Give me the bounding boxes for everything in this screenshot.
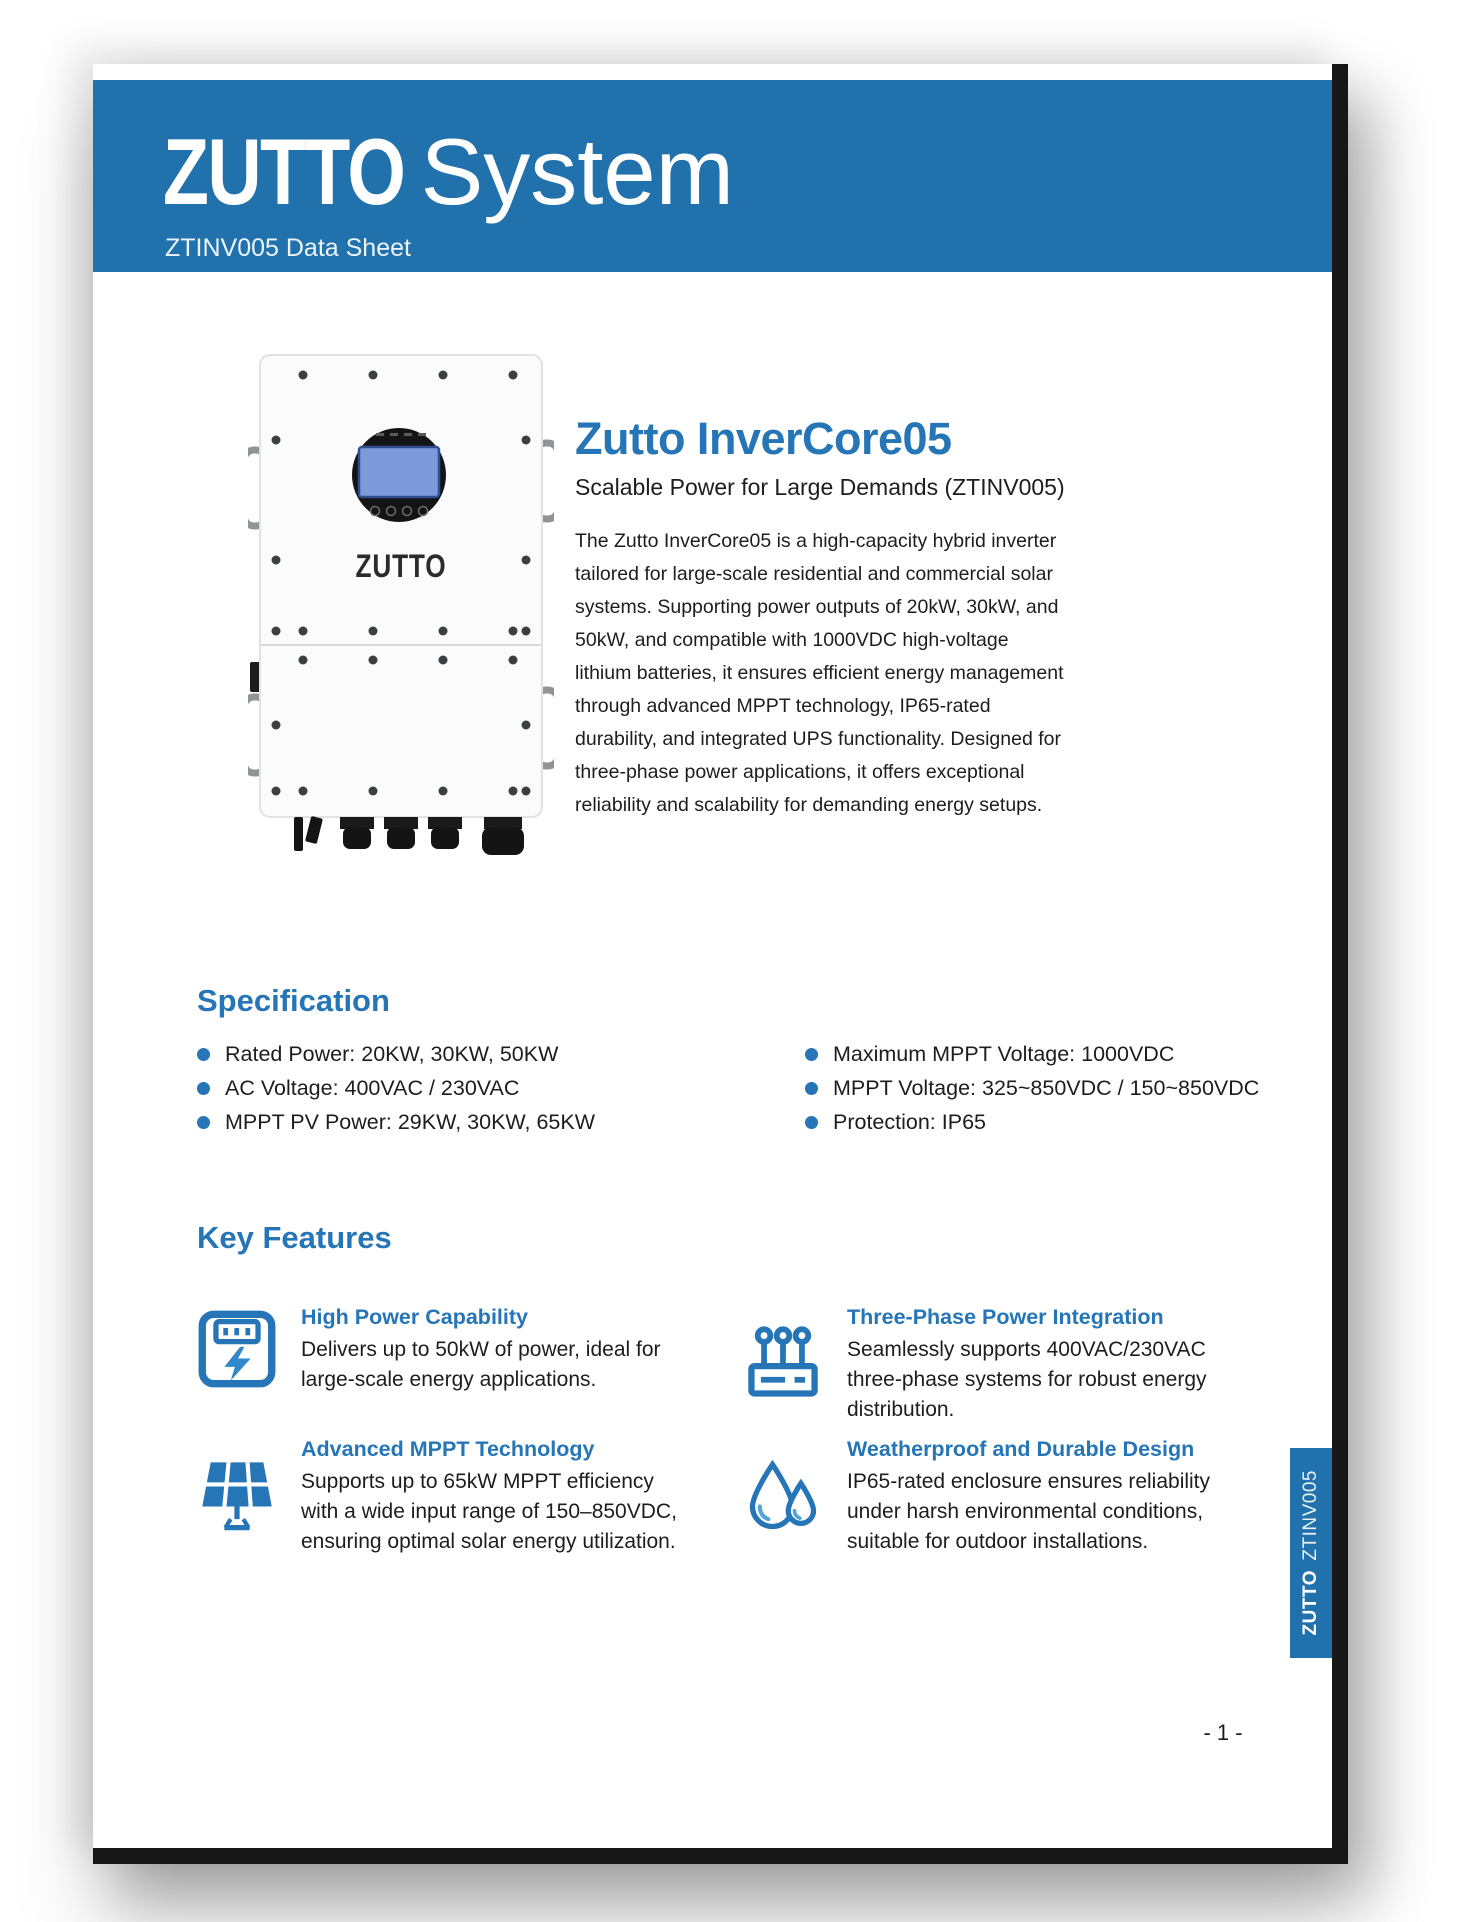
bullet-dot — [805, 1116, 818, 1129]
brand-suffix: System — [420, 119, 734, 224]
specification-section — [197, 983, 1277, 1139]
inverter-body — [260, 355, 542, 817]
side-tab-brand: ZUTTO — [1300, 1570, 1321, 1636]
bullet-dot — [197, 1116, 210, 1129]
feature-text — [301, 1435, 686, 1557]
feature-text — [847, 1435, 1222, 1557]
psu-lightning-icon — [197, 1303, 277, 1395]
spec-item — [197, 1105, 805, 1139]
spec-item — [197, 1037, 805, 1071]
spec-item-text: AC Voltage: 400VAC / 230VAC — [225, 1075, 520, 1100]
product-overview — [575, 414, 1080, 822]
product-title: Zutto InverCore05 — [575, 413, 952, 464]
specification-right-column — [805, 1037, 1259, 1139]
feature-high-power — [197, 1303, 681, 1395]
product-description: The Zutto InverCore05 is a high-capacity hybrid inverter tailored for large-scale residential and commercial solar systems. Supporting power outputs of 20kW, 30kW, and 50kW, and compatible with 1000VDC high-voltage lithium batteries, it ensures efficient energy management through advanced MPPT technology, IP65-rated durability, and integrated UPS functionality. Designed for three-phase power applications, it offers exceptional reliability and scalability for demanding energy setups. — [575, 530, 1064, 816]
side-tab-model: ZTINV005 — [1300, 1470, 1321, 1562]
header-band — [93, 80, 1332, 272]
bottom-connectors — [294, 816, 524, 855]
feature-text — [847, 1303, 1222, 1425]
specification-heading: Specification — [197, 983, 390, 1018]
spec-item — [805, 1037, 1259, 1071]
spec-item-text: Rated Power: 20KW, 30KW, 50KW — [225, 1041, 559, 1066]
header-subtitle: ZTINV005 Data Sheet — [165, 234, 411, 262]
solar-panel-icon — [197, 1435, 277, 1557]
brand-name: ZUTTO — [163, 119, 405, 224]
feature-title: Weatherproof and Durable Design — [847, 1437, 1195, 1461]
specification-columns — [197, 1037, 1277, 1139]
product-subtitle: Scalable Power for Large Demands (ZTINV005) — [575, 474, 1065, 500]
feature-title: Advanced MPPT Technology — [301, 1437, 595, 1461]
feature-description: Supports up to 65kW MPPT efficiency with a wide input range of 150–850VDC, ensuring optimal solar energy utilization. — [301, 1470, 677, 1553]
side-tab — [1290, 1448, 1332, 1658]
spec-item-text: MPPT Voltage: 325~850VDC / 150~850VDC — [833, 1075, 1260, 1100]
bullet-dot — [805, 1082, 818, 1095]
spec-item — [805, 1105, 1259, 1139]
feature-weatherproof — [743, 1435, 1222, 1557]
datasheet-page — [93, 64, 1348, 1864]
feature-description: Delivers up to 50kW of power, ideal for large-scale energy applications. — [301, 1338, 661, 1391]
svg-text:ZUTTO: ZUTTO — [355, 549, 447, 585]
feature-three-phase — [743, 1303, 1222, 1425]
spec-item-text: MPPT PV Power: 29KW, 30KW, 65KW — [225, 1109, 596, 1134]
spec-item-text: Maximum MPPT Voltage: 1000VDC — [833, 1041, 1175, 1066]
feature-description: Seamlessly supports 400VAC/230VAC three-phase systems for robust energy distribution. — [847, 1338, 1207, 1421]
brand-logo — [163, 119, 734, 224]
feature-title: High Power Capability — [301, 1305, 528, 1329]
feature-text — [301, 1303, 681, 1395]
bullet-dot — [197, 1082, 210, 1095]
device-brand-label — [355, 550, 446, 585]
lcd-screen — [359, 447, 439, 497]
bullet-dot — [805, 1048, 818, 1061]
spec-item — [197, 1071, 805, 1105]
spec-item-text: Protection: IP65 — [833, 1109, 986, 1134]
three-phase-device-icon — [743, 1303, 823, 1425]
feature-title: Three-Phase Power Integration — [847, 1305, 1164, 1329]
page-number: - 1 - — [1203, 1720, 1243, 1745]
inverter-product-image — [248, 345, 554, 911]
specification-left-column — [197, 1037, 805, 1139]
feature-advanced-mppt — [197, 1435, 686, 1557]
water-drops-icon — [743, 1435, 823, 1557]
spec-item — [805, 1071, 1259, 1105]
bullet-dot — [197, 1048, 210, 1061]
key-features-heading: Key Features — [197, 1220, 392, 1255]
key-features-section — [197, 1220, 1317, 1640]
feature-description: IP65-rated enclosure ensures reliability under harsh environmental conditions, suitable for outdoor installations. — [847, 1470, 1211, 1553]
